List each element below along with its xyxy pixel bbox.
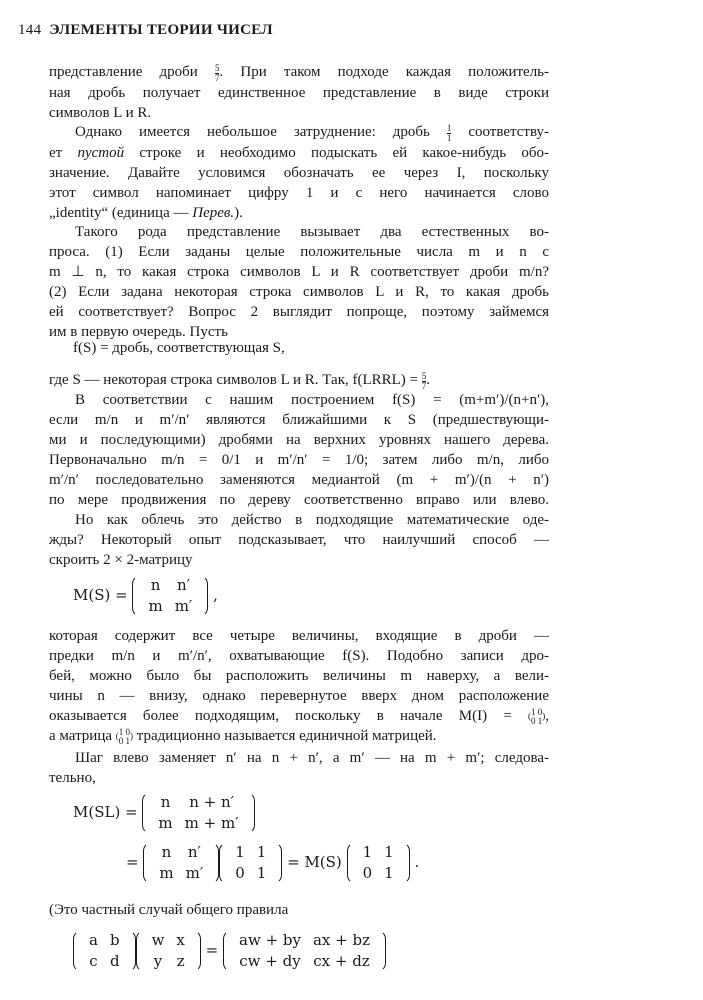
chapter-title: ЭЛЕМЕНТЫ ТЕОРИИ ЧИСЕЛ [49, 22, 273, 38]
paragraph-5 [49, 390, 549, 510]
equation-lhs: M(SL) = [73, 803, 138, 821]
punctuation: . [414, 853, 420, 871]
matrix-cell: 1 [384, 843, 394, 861]
matrix [223, 930, 386, 972]
text-line: m ⊥ n, то какая строка символов L и R соответствует дроби m/n? [49, 264, 549, 280]
text-line: которая содержит все четыре величины, входящие в дроби — [49, 628, 549, 644]
text-line: предки m/n и m′/n′, охватывающие f(S). Подобно записи дро- [49, 648, 549, 664]
matrix-cell: n [160, 793, 171, 811]
equation-lhs: M(S) = [73, 586, 128, 604]
matrix-cell: n + n′ [189, 793, 235, 811]
text-span: „identity“ (единица — [49, 205, 189, 221]
text-span: , [545, 708, 549, 724]
matrix-row: 0 1 [531, 715, 543, 726]
matrix-cell: z [176, 952, 185, 970]
matrix-cell: 1 [256, 843, 267, 861]
paragraph-1 [49, 62, 549, 123]
identity-matrix: ( 1 0 0 1 ) [528, 706, 546, 726]
text-line: значение. Давайте условимся обозначать ее через I, поскольку [49, 165, 549, 181]
denominator: 7 [214, 73, 220, 83]
text-line: Первоначально m/n = 0/1 и m′/n′ = 1/0; затем либо m/n, либо [49, 452, 549, 468]
matrix-cell: 1 [256, 864, 267, 882]
text-span: оказывается более подходящим, поскольку в начале M(I) = [49, 708, 512, 724]
matrix [132, 575, 208, 617]
matrix-cell: b [109, 931, 120, 949]
paragraph-8 [49, 748, 549, 788]
matrix-cell: a [89, 931, 98, 949]
equation-matrix-product [126, 842, 419, 884]
matrix-row: 1 0 [118, 726, 131, 737]
text-span: а матрица [49, 728, 113, 744]
numerator: 5 [421, 371, 427, 381]
matrix-cell: c [89, 952, 98, 970]
denominator: 7 [421, 381, 427, 391]
text-line: Но как облечь это действо в подходящие математические оде- [75, 512, 549, 528]
matrix-cell: n′ [187, 843, 201, 861]
matrix-cell: n [150, 576, 161, 594]
matrix-cell: m [159, 864, 174, 882]
matrix-cell: d [109, 952, 120, 970]
paragraph-2 [49, 122, 549, 223]
matrix-cell: cw + dy [239, 952, 301, 970]
text-span: ет [49, 145, 63, 161]
equation-matrix-msl [73, 792, 255, 834]
matrix-cell: 0 [235, 864, 245, 882]
matrix-cell: ax + bz [312, 931, 370, 949]
text-line: ей соответствует? Вопрос 2 выглядит попроще, поэтому займемся [49, 304, 549, 320]
text-span: . При таком подходе каждая положитель- [219, 64, 550, 80]
matrix-cell: cx + dz [313, 952, 370, 970]
text-line: ная дробь получает единственное представление в виде строки [49, 85, 549, 101]
numerator: 5 [214, 63, 220, 73]
matrix [142, 792, 254, 834]
text-line: жды? Некоторый опыт подсказывает, что наилучший способ — [49, 532, 549, 548]
matrix-cell: m [158, 814, 173, 832]
matrix [73, 930, 136, 972]
text-span: . [426, 372, 431, 388]
text-line: Шаг влево заменяет n′ на n + n′, а m′ — на m + m′; следова- [75, 750, 549, 766]
text-span: ). [234, 205, 243, 221]
equation-mid: = M(S) [287, 853, 342, 871]
text-line: Такого рода представление вызывает два естественных во- [75, 224, 549, 240]
equals-sign: = [126, 853, 139, 871]
equals-sign: = [205, 941, 219, 959]
numerator: 1 [446, 123, 452, 133]
text-line: (2) Если задана некоторая строка символов L и R, то какая дробь [49, 284, 549, 300]
text-line: скроить 2 × 2-матрицу [49, 552, 193, 568]
page-number: 144 [18, 22, 42, 38]
text-line: (Это частный случай общего правила [49, 902, 289, 918]
matrix-row: 0 1 [118, 735, 131, 746]
text-span: строке и необходимо подыскать ей какое-нибудь обо- [139, 145, 549, 161]
matrix-cell: m′ [185, 864, 204, 882]
text-line: чины n — внизу, однако перевернутое вверх дном расположение [49, 688, 549, 704]
matrix-cell: 1 [362, 843, 373, 861]
text-span: соответству- [468, 124, 550, 140]
text-line: проса. (1) Если заданы целые положительные числа m и n с [49, 244, 549, 260]
text-span: где S — некоторая строка символов L и R. Так, f(LRRL) = [49, 372, 419, 388]
identity-matrix: ( 1 0 0 1 ) [115, 726, 134, 746]
matrix [347, 842, 410, 884]
paragraph-6 [49, 510, 549, 570]
matrix-cell: 0 [362, 864, 373, 882]
text-span: представление дроби [49, 64, 198, 80]
equation-matrix-ms [73, 575, 218, 617]
text-line: символов L и R. [49, 105, 152, 121]
matrix-row: 1 0 [531, 706, 543, 717]
text-span: традиционно называется единичной матрицей. [136, 728, 437, 744]
paragraph-7 [49, 626, 549, 746]
paragraph-4 [49, 370, 549, 391]
text-line: В соответствии с нашим построением f(S) = (m+m′)/(n+n′), [75, 392, 549, 408]
matrix-cell: m + m′ [184, 814, 239, 832]
matrix-cell: w [151, 931, 165, 949]
matrix-cell: n′ [176, 576, 191, 594]
equation-general-rule [73, 930, 386, 972]
text-line: ми и последующими) дробями на верхних уровнях нашего дерева. [49, 432, 549, 448]
paragraph-3 [49, 222, 549, 342]
matrix-cell: 1 [384, 864, 394, 882]
running-header [18, 22, 273, 39]
matrix-cell: x [176, 931, 185, 949]
matrix-cell: y [153, 952, 163, 970]
equation-f-of-s: f(S) = дробь, соответствующая S, [73, 340, 285, 356]
matrix-cell: m′ [174, 597, 193, 615]
text-line: если m/n и m′/n′ являются ближайшими к S (предшествующи- [49, 412, 549, 428]
matrix-cell: 1 [235, 843, 245, 861]
denominator: 1 [446, 133, 452, 143]
matrix [136, 930, 201, 972]
paragraph-9 [49, 900, 549, 920]
text-span: Однако имеется небольшое затруднение: дробь [75, 124, 430, 140]
italic-word: Перев. [192, 205, 235, 221]
matrix-cell: n [161, 843, 172, 861]
matrix [219, 842, 282, 884]
italic-word: пустой [77, 145, 125, 161]
fraction [447, 124, 452, 143]
text-line: по мере продвижения по дереву соответственно вправо или влево. [49, 492, 549, 508]
text-line: этот символ напоминает цифру 1 и с него начинается слово [49, 185, 549, 201]
text-line: им в первую очередь. Пусть [49, 324, 228, 340]
matrix [143, 842, 219, 884]
text-line: тельно, [49, 770, 96, 786]
punctuation: , [213, 586, 218, 604]
matrix-cell: m [148, 597, 163, 615]
text-line: m′/n′ последовательно заменяются медиантой (m + m′)/(n + n′) [49, 472, 549, 488]
matrix-cell: aw + by [239, 931, 301, 949]
text-line: бей, можно было бы расположить величины m наверху, а вели- [49, 668, 549, 684]
